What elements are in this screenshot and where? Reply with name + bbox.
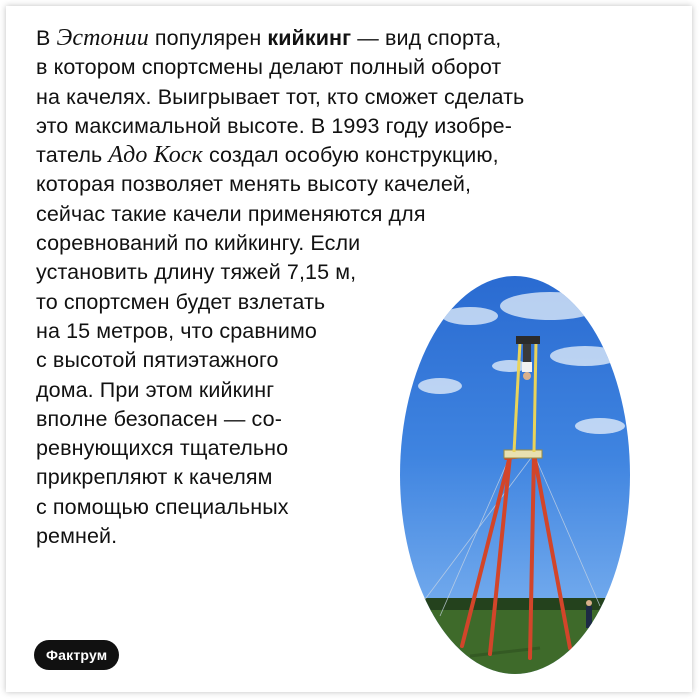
text-line: вполне безопасен — со- bbox=[36, 406, 282, 431]
text-fragment: создал особую конструкцию, bbox=[202, 143, 499, 168]
spectator-figure bbox=[586, 600, 592, 628]
text-fragment: В bbox=[36, 26, 57, 50]
text-line: на 15 метров, что сравнимо bbox=[36, 318, 317, 343]
swing-illustration bbox=[400, 276, 630, 674]
text-fragment: популярен bbox=[148, 26, 268, 50]
text-line: которая позволяет менять высоту качелей, bbox=[36, 172, 472, 197]
text-line: это максимальной высоте. В 1993 году изобре- bbox=[36, 113, 512, 138]
text-line: в котором спортсмены делают полный оборот bbox=[36, 55, 502, 80]
text-line: прикрепляют к качелям bbox=[36, 465, 273, 490]
clouds bbox=[418, 292, 625, 434]
text-line: то спортсмен будет взлетать bbox=[36, 289, 326, 314]
text-line: с высотой пятиэтажного bbox=[36, 348, 279, 373]
text-fragment: татель bbox=[36, 143, 109, 168]
text-line: с помощью специальных bbox=[36, 494, 289, 519]
text-line bbox=[36, 141, 636, 170]
kiiking-swing-photo bbox=[400, 276, 630, 674]
inventor-name: Адо Коск bbox=[108, 142, 203, 169]
swing-platform bbox=[516, 336, 540, 344]
text-line: дома. При этом кийкинг bbox=[36, 377, 275, 402]
guy-ropes bbox=[420, 454, 600, 616]
text-line: на качелях. Выигрывает тот, кто сможет сделать bbox=[36, 84, 525, 109]
text-line: ремней. bbox=[36, 524, 118, 549]
brand-badge: Фактрум bbox=[34, 640, 119, 670]
text-fragment: — вид спорта, bbox=[351, 26, 502, 50]
sport-name: кийкинг bbox=[267, 26, 352, 50]
grass-field bbox=[400, 610, 630, 674]
text-line: ревнующихся тщательно bbox=[36, 436, 289, 461]
tree-line bbox=[400, 598, 630, 612]
pivot-bar bbox=[504, 450, 542, 458]
athlete-figure bbox=[522, 344, 532, 380]
text-line: соревнований по кийкингу. Если bbox=[36, 231, 361, 256]
text-line: сейчас такие качели применяются для bbox=[36, 201, 426, 226]
text-line: установить длину тяжей 7,15 м, bbox=[36, 260, 357, 285]
country-name: Эстонии bbox=[56, 25, 149, 51]
text-line bbox=[36, 24, 636, 53]
